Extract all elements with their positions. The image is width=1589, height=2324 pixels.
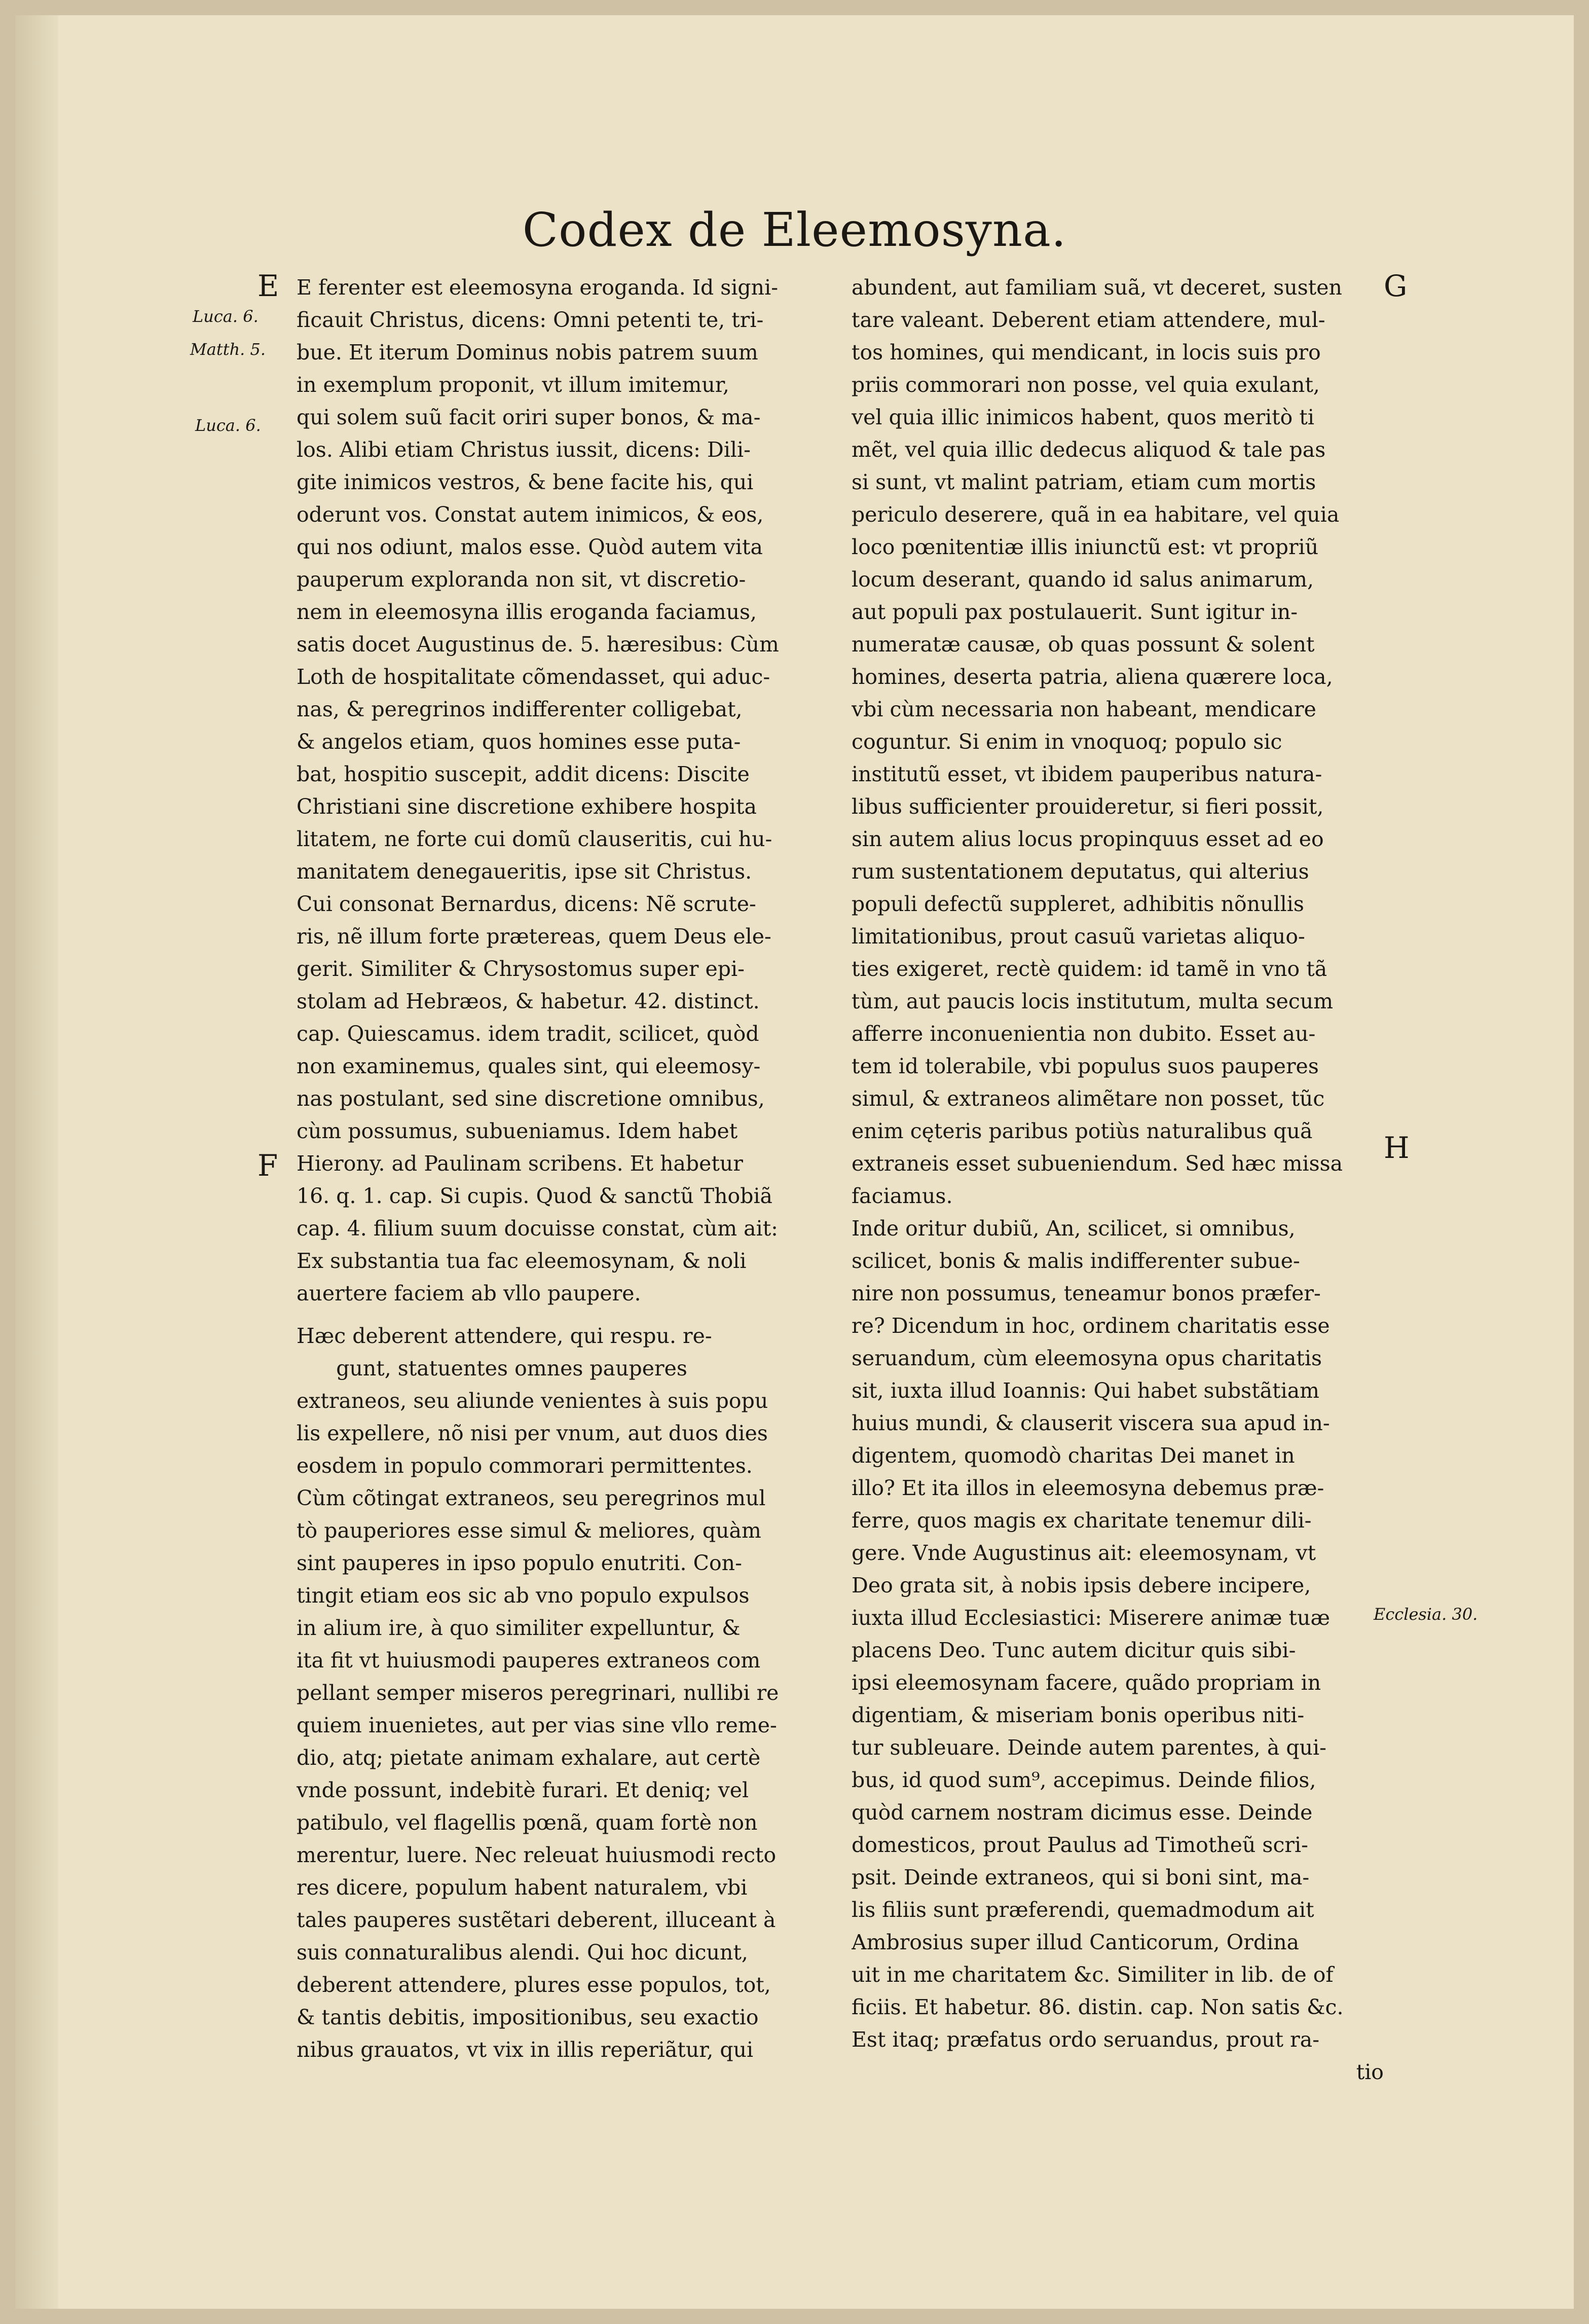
text-line: lis filiis sunt præferendi, quemadmodum ait [852,1898,1314,1922]
text-line: sint pauperes in ipso populo enutriti. Con- [297,1551,742,1575]
text-line: gunt, statuentes omnes pauperes [297,1356,687,1381]
right-text-column [852,271,1384,2088]
text-line: vnde possunt, indebitè furari. Et deniq; vel [297,1778,749,1802]
text-line: suis connaturalibus alendi. Qui hoc dicunt, [297,1940,748,1965]
text-line: Deo grata sit, à nobis ipsis debere incipere, [852,1573,1311,1597]
text-line: uit in me charitatem &c. Similiter in lib. de of [852,1963,1334,1987]
text-line: auertere faciem ab vllo paupere. [297,1281,641,1305]
margin-note-luca-2: Luca. 6. [195,416,261,435]
text-line: enim cęteris paribus potiùs naturalibus quã [852,1119,1313,1143]
text-line: extraneis esset subueniendum. Sed hæc missa [852,1151,1343,1176]
text-line: digentiam, & miseriam bonis operibus niti- [852,1703,1305,1727]
text-line: gerit. Similiter & Chrysostomus super epi- [297,957,745,981]
text-line: eosdem in populo commorari permittentes. [297,1454,753,1478]
text-line: litatem, ne forte cui domũ clauseritis, cui hu- [297,827,772,851]
text-line: ficiis. Et habetur. 86. distin. cap. Non satis &c. [852,1995,1344,2019]
text-line: limitationibus, prout casuũ varietas aliquo- [852,924,1305,949]
text-line: deberent attendere, plures esse populos, tot, [297,1973,771,1997]
section-letter-e: E [257,269,279,303]
text-line: Christiani sine discretione exhibere hospita [297,794,757,819]
text-line: oderunt vos. Constat autem inimicos, & eos, [297,502,764,527]
text-line: si sunt, vt malint patriam, etiam cum mortis [852,470,1316,494]
text-line: manitatem denegaueritis, ipse sit Christus. [297,859,752,884]
text-line: cap. 4. filium suum docuisse constat, cùm ait: [297,1216,778,1241]
text-line: Est itaq; præfatus ordo seruandus, prout ra- [852,2027,1320,2052]
text-line: qui nos odiunt, malos esse. Quòd autem vita [297,535,763,559]
text-line: scilicet, bonis & malis indifferenter subue- [852,1249,1300,1273]
book-page [15,15,1574,2309]
text-line: homines, deserta patria, aliena quærere loca, [852,665,1333,689]
text-line: illo? Et ita illos in eleemosyna debemus præ- [852,1476,1324,1500]
text-line: gite inimicos vestros, & bene facite his, qui [297,470,754,494]
text-line: gere. Vnde Augustinus ait: eleemosynam, vt [852,1541,1316,1565]
margin-note-luca: Luca. 6. [193,307,258,326]
section-letter-h: H [1384,1131,1410,1165]
text-line: tùm, aut paucis locis institutum, multa secum [852,989,1334,1013]
text-line: ferre, quos magis ex charitate tenemur dili- [852,1508,1312,1533]
text-line: tales pauperes sustẽtari deberent, illuceant à [297,1908,776,1932]
text-line: tare valeant. Deberent etiam attendere, mul- [852,308,1325,332]
book-binding-edge [15,15,58,2309]
text-line: sit, iuxta illud Ioannis: Qui habet substãtiam [852,1378,1320,1403]
text-line: Inde oritur dubiũ, An, scilicet, si omnibus, [852,1216,1296,1241]
text-line: locum deserant, quando id salus animarum, [852,567,1314,592]
text-line: pauperum exploranda non sit, vt discretio- [297,567,746,592]
text-line: los. Alibi etiam Christus iussit, dicens: Dili- [297,438,751,462]
page-title: Codex de Eleemosyna. [522,203,1067,257]
text-line: Hierony. ad Paulinam scribens. Et habetur [297,1151,743,1176]
text-line: nas, & peregrinos indifferenter colligebat, [297,697,743,721]
text-line: ficauit Christus, dicens: Omni petenti te, tri- [297,308,764,332]
text-line: nas postulant, sed sine discretione omnibus, [297,1086,765,1111]
text-line: in exemplum proponit, vt illum imitemur, [297,373,729,397]
text-line: psit. Deinde extraneos, qui si boni sint, ma- [852,1865,1310,1890]
margin-note-matth: Matth. 5. [190,340,266,359]
text-line: res dicere, populum habent naturalem, vbi [297,1875,748,1900]
text-line: priis commorari non posse, vel quia exulant, [852,373,1320,397]
text-line: ris, nẽ illum forte prætereas, quem Deus ele- [297,924,771,949]
text-line: libus sufficienter prouideretur, si fieri possit, [852,794,1324,819]
text-line: pellant semper miseros peregrinari, nullibi re [297,1681,779,1705]
text-line: afferre inconuenientia non dubito. Esset au- [852,1022,1316,1046]
text-line: tos homines, qui mendicant, in locis suis pro [852,340,1321,365]
text-line: ties exigeret, rectè quidem: id tamẽ in vno tã [852,957,1327,981]
text-line: Cui consonat Bernardus, dicens: Nẽ scrute- [297,892,756,916]
text-line: tingit etiam eos sic ab vno populo expulsos [297,1583,750,1608]
text-line: cùm possumus, subueniamus. Idem habet [297,1119,738,1143]
text-line: qui solem suũ facit oriri super bonos, & ma- [297,405,761,429]
text-line: digentem, quomodò charitas Dei manet in [852,1443,1295,1468]
text-line: nire non possumus, teneamur bonos præfer- [852,1281,1321,1305]
text-line: & angelos etiam, quos homines esse puta- [297,730,741,754]
text-line: Ex substantia tua fac eleemosynam, & noli [297,1249,747,1273]
text-line: institutũ esset, vt ibidem pauperibus natura- [852,762,1322,786]
text-line: populi defectũ suppleret, adhibitis nõnullis [852,892,1304,916]
text-line: Hæc deberent attendere, qui respu. re- [297,1324,712,1348]
text-line: Cùm cõtingat extraneos, seu peregrinos mul [297,1486,766,1510]
text-line: merentur, luere. Nec releuat huiusmodi recto [297,1843,777,1867]
text-line: domesticos, prout Paulus ad Timotheũ scri- [852,1833,1308,1857]
text-line: extraneos, seu aliunde venientes à suis popu [297,1389,768,1413]
text-line: aut populi pax postulauerit. Sunt igitur in- [852,600,1298,624]
text-line: lis expellere, nõ nisi per vnum, aut duos dies [297,1421,768,1445]
text-line: stolam ad Hebræos, & habetur. 42. distinct. [297,989,760,1013]
text-line: seruandum, cùm eleemosyna opus charitatis [852,1346,1322,1370]
text-line: numeratæ causæ, ob quas possunt & solent [852,632,1315,657]
paragraph-gap [297,1310,819,1320]
text-line: in alium ire, à quo similiter expelluntur, & [297,1616,741,1640]
text-line: nem in eleemosyna illis eroganda faciamus, [297,600,757,624]
text-line: simul, & extraneos alimẽtare non posset, tũc [852,1086,1325,1111]
text-line: rum sustentationem deputatus, qui alterius [852,859,1309,884]
text-line: ita fit vt huiusmodi pauperes extraneos com [297,1648,761,1673]
text-line: coguntur. Si enim in vnoquoq; populo sic [852,730,1282,754]
text-line: vbi cùm necessaria non habeant, mendicare [852,697,1316,721]
text-line: tem id tolerabile, vbi populus suos pauperes [852,1054,1319,1078]
text-line: abundent, aut familiam suã, vt deceret, susten [852,275,1342,300]
text-line: & tantis debitis, impositionibus, seu exactio [297,2005,759,2029]
margin-note-ecclesia: Ecclesia. 30. [1374,1605,1478,1624]
text-line: cap. Quiescamus. idem tradit, scilicet, quòd [297,1022,759,1046]
text-line: bus, id quod sum⁹, accepimus. Deinde filios, [852,1768,1316,1792]
text-line: huius mundi, & clauserit viscera sua apud in- [852,1411,1330,1435]
text-line: placens Deo. Tunc autem dicitur quis sibi- [852,1638,1296,1662]
text-line: ipsi eleemosynam facere, quãdo propriam in [852,1671,1321,1695]
text-line: periculo deserere, quã in ea habitare, vel quia [852,502,1340,527]
text-line: quòd carnem nostram dicimus esse. Deinde [852,1800,1313,1825]
text-line: non examinemus, quales sint, qui eleemosy- [297,1054,761,1078]
text-line: Loth de hospitalitate cõmendasset, qui aduc- [297,665,770,689]
text-line: bat, hospitio suscepit, addit dicens: Discite [297,762,750,786]
text-line: patibulo, vel flagellis pœnã, quam fortè non [297,1810,758,1835]
text-line: tur subleuare. Deinde autem parentes, à qui- [852,1735,1326,1760]
text-line: vel quia illic inimicos habent, quos meritò ti [852,405,1314,429]
text-line: re? Dicendum in hoc, ordinem charitatis esse [852,1314,1330,1338]
text-line: bue. Et iterum Dominus nobis patrem suum [297,340,758,365]
text-line: faciamus. [852,1184,953,1208]
section-letter-g: G [1384,269,1408,303]
section-letter-f: F [257,1148,278,1183]
text-line: nibus grauatos, vt vix in illis reperiãtur, qui [297,2038,754,2062]
text-line: satis docet Augustinus de. 5. hæresibus: Cùm [297,632,779,657]
text-line: tò pauperiores esse simul & meliores, quàm [297,1518,761,1543]
text-line: sin autem alius locus propinquus esset ad eo [852,827,1324,851]
text-line: E ferenter est eleemosyna eroganda. Id signi- [297,275,779,300]
text-line: iuxta illud Ecclesiastici: Miserere animæ tuæ [852,1606,1330,1630]
text-line: Ambrosius super illud Canticorum, Ordina [852,1930,1300,1954]
text-line: loco pœnitentiæ illis iniunctũ est: vt propriũ [852,535,1319,559]
catchword: tio [1356,2060,1384,2084]
text-line: quiem inuenietes, aut per vias sine vllo reme- [297,1713,777,1737]
text-line: 16. q. 1. cap. Si cupis. Quod & sanctũ Thobiã [297,1184,772,1208]
text-line: mẽt, vel quia illic dedecus aliquod & tale pas [852,438,1326,462]
text-line: dio, atq; pietate animam exhalare, aut certè [297,1746,761,1770]
left-text-column [297,271,819,2066]
